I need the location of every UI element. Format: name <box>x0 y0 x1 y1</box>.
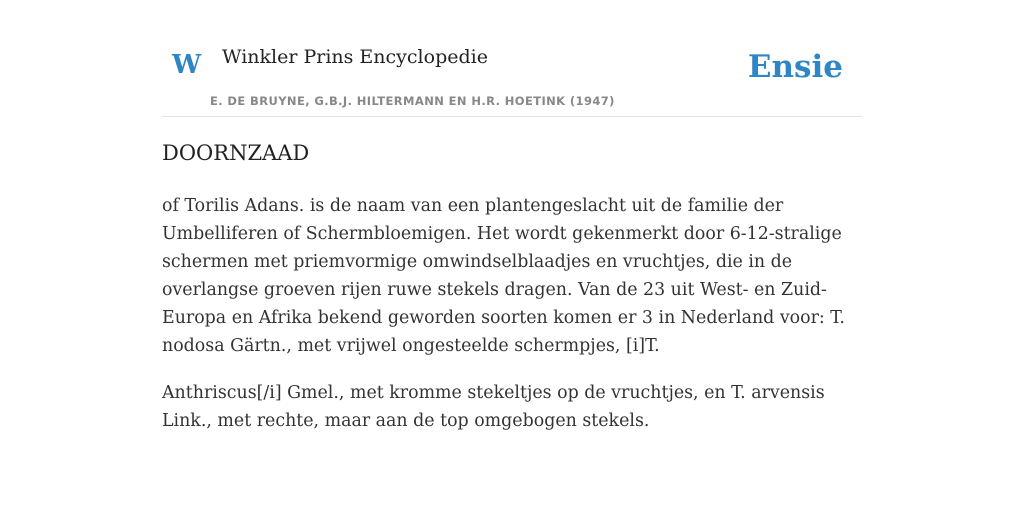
entry-paragraph-2: Anthriscus[/i] Gmel., met kromme stekeltjes op de vruchtjes, en T. arvensis Link., met rechte, maar aan de top omgebogen stekels. <box>162 383 825 431</box>
entry-body <box>162 192 862 454</box>
authors-line: E. DE BRUYNE, G.B.J. HILTERMANN EN H.R. HOETINK (1947) <box>210 94 615 108</box>
site-header <box>162 30 862 117</box>
entry-title: DOORNZAAD <box>162 141 310 165</box>
ensie-logo[interactable]: Ensie <box>747 49 843 85</box>
winkler-prins-logo[interactable]: W <box>172 50 202 80</box>
entry-paragraph-1: of Torilis Adans. is de naam van een plantengeslacht uit de familie der Umbelliferen of Schermbloemigen. Het wordt gekenmerkt door 6-12-stralige schermen met priemvormige omwindselblaadjes en vruchtjes, die in de overlangse groeven rijen ruwe stekels dragen. Van de 23 uit West- en Zuid-Europa en Afrika bekend geworden soorten komen er 3 in Nederland voor: T. nodosa Gärtn., met vrijwel ongesteelde schermpjes, [i]T. <box>162 196 845 356</box>
encyclopedia-title[interactable]: Winkler Prins Encyclopedie <box>222 46 488 68</box>
